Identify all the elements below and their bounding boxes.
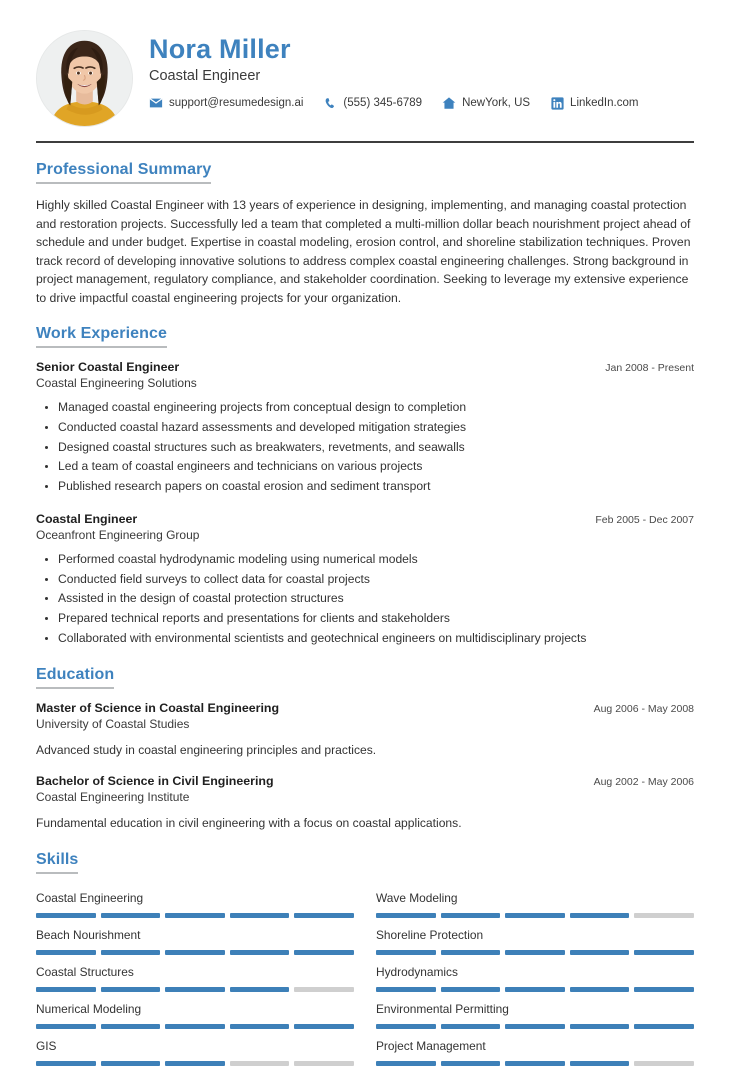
section-skills xyxy=(36,851,694,1069)
education-school: University of Coastal Studies xyxy=(36,717,190,732)
skill-level-bar xyxy=(376,987,694,992)
bullet-item: • Prepared technical reports and presentations for clients and stakeholders xyxy=(58,609,694,629)
resume-header xyxy=(36,0,694,127)
experience-role: Coastal Engineer xyxy=(36,511,138,526)
skill-level-segment xyxy=(505,950,565,955)
skill-label: Shoreline Protection xyxy=(376,927,484,942)
header-text-block xyxy=(133,30,694,110)
skill-level-segment xyxy=(36,950,96,955)
avatar xyxy=(36,30,133,127)
section-professional-summary xyxy=(36,161,694,307)
skill-level-segment xyxy=(165,913,225,918)
skill-level-segment xyxy=(230,950,290,955)
job-title: Coastal Engineer xyxy=(149,68,261,85)
education-entry xyxy=(36,701,694,759)
skill-item xyxy=(376,1032,694,1069)
education-dates: Aug 2002 - May 2006 xyxy=(593,776,694,789)
skill-level-segment xyxy=(634,1024,694,1029)
skill-item xyxy=(376,921,694,958)
skill-level-segment xyxy=(634,1061,694,1066)
skill-level-bar xyxy=(36,987,354,992)
skill-level-segment xyxy=(634,987,694,992)
contact-location[interactable] xyxy=(442,96,530,110)
skill-item xyxy=(36,958,354,995)
education-dates: Aug 2006 - May 2008 xyxy=(593,703,694,716)
skill-level-segment xyxy=(230,987,290,992)
skill-level-segment xyxy=(441,987,501,992)
skill-level-segment xyxy=(376,950,436,955)
skill-item xyxy=(376,958,694,995)
skill-level-segment xyxy=(634,913,694,918)
skill-level-segment xyxy=(376,1061,436,1066)
bullet-item: • Performed coastal hydrodynamic modeling using numerical models xyxy=(58,550,694,570)
phone-icon xyxy=(323,96,337,110)
section-title-summary: Professional Summary xyxy=(36,161,211,184)
bullet-item: • Conducted field surveys to collect data for coastal projects xyxy=(58,570,694,590)
contact-email[interactable] xyxy=(149,96,303,110)
education-description: Advanced study in coastal engineering principles and practices. xyxy=(36,743,377,758)
skill-level-segment xyxy=(376,913,436,918)
skill-level-segment xyxy=(294,1061,354,1066)
skill-level-segment xyxy=(294,950,354,955)
skill-level-segment xyxy=(101,950,161,955)
skill-label: Hydrodynamics xyxy=(376,964,458,979)
section-work-experience xyxy=(36,325,694,648)
contact-linkedin[interactable] xyxy=(550,96,638,110)
experience-entry xyxy=(36,512,694,649)
skill-level-segment xyxy=(101,1061,161,1066)
experience-entry xyxy=(36,360,694,497)
skill-level-bar xyxy=(36,913,354,918)
skill-level-segment xyxy=(441,1024,501,1029)
skill-item xyxy=(36,884,354,921)
education-school: Coastal Engineering Institute xyxy=(36,790,190,805)
skill-level-segment xyxy=(230,1024,290,1029)
bullet-item: • Assisted in the design of coastal protection structures xyxy=(58,589,694,609)
skill-item xyxy=(36,921,354,958)
skill-level-segment xyxy=(505,987,565,992)
skill-level-segment xyxy=(230,913,290,918)
contact-email-label: support@resumedesign.ai xyxy=(169,97,304,110)
bullet-item: • Managed coastal engineering projects from conceptual design to completion xyxy=(58,398,694,418)
section-title-experience: Work Experience xyxy=(36,325,167,348)
envelope-icon xyxy=(149,96,163,110)
experience-bullets xyxy=(36,550,694,649)
contact-linkedin-label: LinkedIn.com xyxy=(570,97,639,110)
skill-level-segment xyxy=(36,913,96,918)
education-description: Fundamental education in civil engineering with a focus on coastal applications. xyxy=(36,816,462,831)
skill-level-bar xyxy=(36,950,354,955)
skill-level-segment xyxy=(165,1061,225,1066)
header-divider xyxy=(36,141,694,143)
skill-label: Coastal Engineering xyxy=(36,890,144,905)
skill-item xyxy=(376,884,694,921)
contact-phone-label: (555) 345-6789 xyxy=(343,97,423,110)
bullet-item: • Conducted coastal hazard assessments and developed mitigation strategies xyxy=(58,418,694,438)
skill-level-segment xyxy=(101,913,161,918)
experience-org: Oceanfront Engineering Group xyxy=(36,527,200,542)
skill-level-segment xyxy=(376,987,436,992)
skills-grid xyxy=(36,884,694,1069)
experience-dates: Feb 2005 - Dec 2007 xyxy=(595,513,694,526)
skill-level-bar xyxy=(376,950,694,955)
skill-level-segment xyxy=(230,1061,290,1066)
skill-level-segment xyxy=(634,950,694,955)
experience-org: Coastal Engineering Solutions xyxy=(36,376,197,391)
skill-level-segment xyxy=(441,913,501,918)
skill-level-segment xyxy=(570,987,630,992)
linkedin-icon xyxy=(550,96,564,110)
skill-level-segment xyxy=(36,1061,96,1066)
skill-level-segment xyxy=(36,1024,96,1029)
education-entry xyxy=(36,774,694,832)
skill-level-segment xyxy=(101,987,161,992)
skill-item xyxy=(36,1032,354,1069)
skill-label: Coastal Structures xyxy=(36,964,134,979)
skill-label: Environmental Permitting xyxy=(376,1001,509,1016)
contact-phone[interactable] xyxy=(323,96,422,110)
skill-level-segment xyxy=(441,1061,501,1066)
page-title: Nora Miller xyxy=(149,34,291,64)
section-title-education: Education xyxy=(36,666,114,689)
skill-level-segment xyxy=(36,987,96,992)
skill-label: Numerical Modeling xyxy=(36,1001,142,1016)
skill-level-bar xyxy=(376,913,694,918)
home-icon xyxy=(442,96,456,110)
skill-level-segment xyxy=(294,987,354,992)
summary-text: Highly skilled Coastal Engineer with 13 years of experience in designing, implementing, and managing coastal protection and restoration projects. Successfully led a team that completed a multi-million dollar beach nourishment project ahead of schedule and under budget. Expertise in coastal modeling, erosion control, and shoreline stabilization techniques. Proven track record of developing innovative solutions to address complex coastal engineering challenges. Strong background in project management, regulatory compliance, and stakeholder coordination. Seeking to leverage my extensive experience to drive impactful coastal engineering projects for your organization. xyxy=(36,198,691,305)
experience-bullets xyxy=(36,398,694,497)
bullet-item: • Collaborated with environmental scientists and geotechnical engineers on multidisciplinary projects xyxy=(58,629,694,649)
contact-row xyxy=(149,96,694,110)
skill-level-segment xyxy=(376,1024,436,1029)
skill-level-segment xyxy=(441,950,501,955)
skill-level-segment xyxy=(165,950,225,955)
skill-level-bar xyxy=(376,1024,694,1029)
skill-label: GIS xyxy=(36,1038,57,1053)
bullet-item: • Published research papers on coastal erosion and sediment transport xyxy=(58,477,694,497)
bullet-item: • Designed coastal structures such as breakwaters, revetments, and seawalls xyxy=(58,438,694,458)
skill-level-bar xyxy=(36,1061,354,1066)
skill-level-segment xyxy=(570,950,630,955)
skill-level-bar xyxy=(36,1024,354,1029)
skill-level-segment xyxy=(505,1024,565,1029)
experience-dates: Jan 2008 - Present xyxy=(605,362,694,375)
section-title-skills: Skills xyxy=(36,851,78,874)
skill-level-segment xyxy=(570,1024,630,1029)
skill-level-segment xyxy=(294,913,354,918)
skill-level-segment xyxy=(570,913,630,918)
education-degree: Master of Science in Coastal Engineering xyxy=(36,701,280,716)
section-education xyxy=(36,666,694,832)
skill-level-segment xyxy=(570,1061,630,1066)
skill-level-segment xyxy=(505,1061,565,1066)
skill-label: Wave Modeling xyxy=(376,890,458,905)
experience-role: Senior Coastal Engineer xyxy=(36,360,180,375)
skill-item xyxy=(36,995,354,1032)
contact-location-label: NewYork, US xyxy=(462,97,531,110)
skill-label: Beach Nourishment xyxy=(36,927,141,942)
skill-level-bar xyxy=(376,1061,694,1066)
skill-level-segment xyxy=(101,1024,161,1029)
skill-level-segment xyxy=(165,987,225,992)
skill-level-segment xyxy=(165,1024,225,1029)
education-degree: Bachelor of Science in Civil Engineering xyxy=(36,774,274,789)
bullet-item: • Led a team of coastal engineers and technicians on various projects xyxy=(58,457,694,477)
skill-item xyxy=(376,995,694,1032)
skill-level-segment xyxy=(294,1024,354,1029)
skill-level-segment xyxy=(505,913,565,918)
skill-label: Project Management xyxy=(376,1038,486,1053)
